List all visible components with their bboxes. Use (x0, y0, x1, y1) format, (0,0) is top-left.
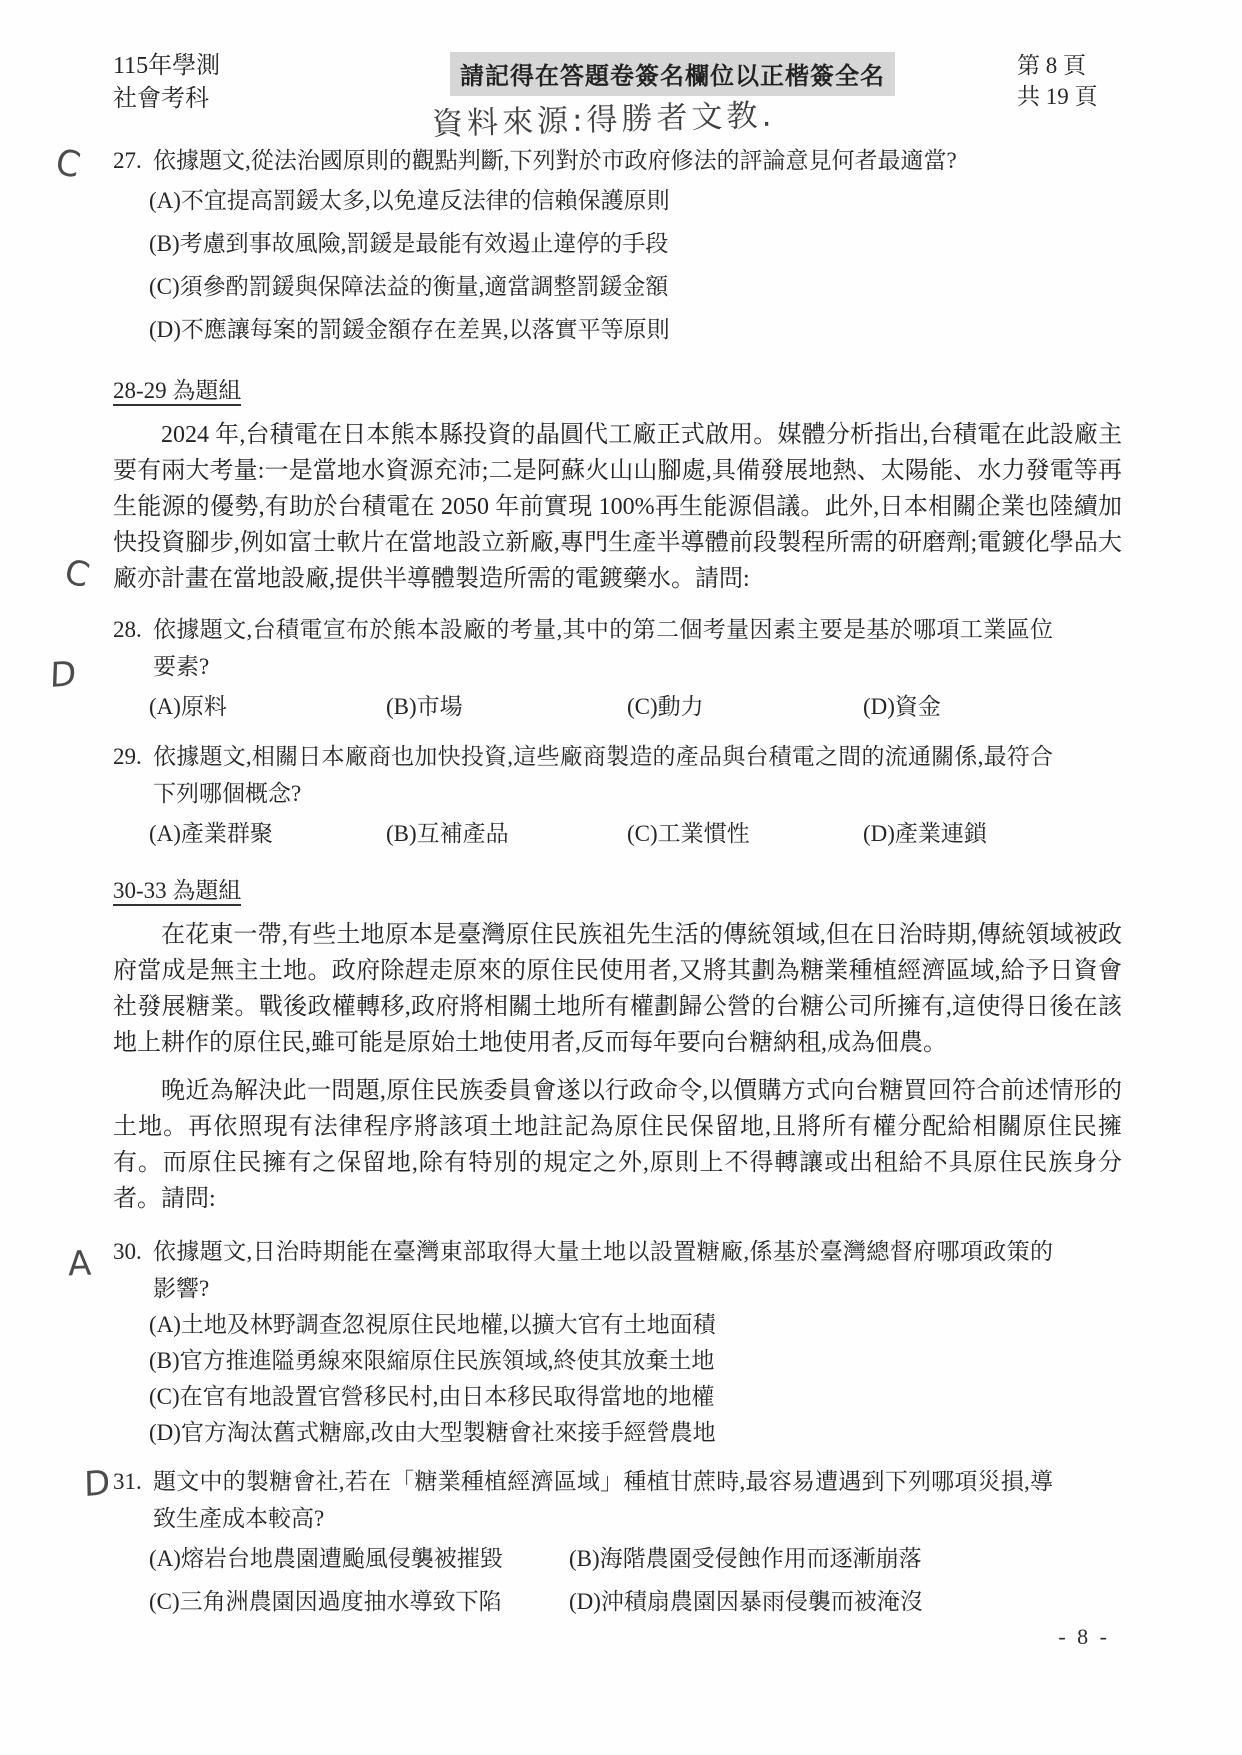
handwritten-answer-q30: A (67, 1243, 92, 1285)
option-item: (B)考慮到事故風險,罰鍰是最能有效遏止違停的手段 (149, 231, 669, 256)
option-item: (C)工業慣性 (627, 821, 750, 846)
question-number: 31. (113, 1469, 142, 1494)
question-text: 題文中的製糖會社,若在「糖業種植經濟區域」種植甘蔗時,最容易遭遇到下列哪項災損,導致生產成本較高? (153, 1469, 1053, 1531)
question-30 (113, 1233, 1122, 1451)
question-number: 30. (113, 1239, 142, 1264)
signature-notice: 請記得在答題卷簽名欄位以正楷簽全名 (450, 52, 895, 96)
group-passage-28-29: 2024 年,台積電在日本熊本縣投資的晶圓代工廠正式啟用。媒體分析指出,台積電在此設廠主要有兩大考量:一是當地水資源充沛;二是阿蘇火山山腳處,具備發展地熱、太陽能、水力發電等再生能源的優勢,有助於台積電在 2050 年前實現 100%再生能源倡議。此外,日本相關企業也陸續加快投資腳步,例如富士軟片在當地設立新廠,專門生產半導體前段製程所需的研磨劑;電鍍化學品大廠亦計畫在當地設廠,提供半導體製造所需的電鍍藥水。請問: (113, 422, 1122, 592)
total-pages-indicator: 共 19 頁 (1017, 84, 1098, 109)
option-item: (D)官方淘汰舊式糖廍,改由大型製糖會社來接手經營農地 (149, 1420, 716, 1445)
question-number: 27. (113, 148, 142, 173)
option-item: (D)不應讓每案的罰鍰金額存在差異,以落實平等原則 (149, 317, 670, 342)
question-text: 依據題文,相關日本廠商也加快投資,這些廠商製造的產品與台積電之間的流通關係,最符合下列哪個概念? (153, 744, 1053, 806)
question-number: 28. (113, 617, 142, 642)
header-left (113, 50, 328, 116)
handwritten-source-note: 資料來源:得勝者文教. (431, 97, 776, 143)
handwritten-answer-q27: C (51, 140, 84, 188)
page-number-footer: - 8 - (1058, 1624, 1110, 1649)
handwritten-answer-q28: C (60, 551, 94, 597)
option-item: (A)土地及林野調查忽視原住民地權,以擴大官有土地面積 (149, 1312, 716, 1337)
group-heading-text: 28-29 為題組 (113, 378, 241, 406)
group-passage-30-33-paragraph-2: 晚近為解決此一問題,原住民族委員會遂以行政命令,以價購方式向台糖買回符合前述情形的土地。再依照現有法律程序將該項土地註記為原住民保留地,且將所有權分配給相關原住民擁有。而原住民擁有之保留地,除有特別的規定之外,原則上不得轉讓或出租給不具原住民族身分者。請問: (113, 1078, 1122, 1212)
option-item: (A)熔岩台地農園遭颱風侵襲被摧毀 (149, 1546, 503, 1571)
question-number: 29. (113, 744, 142, 769)
options-list (113, 685, 1122, 728)
option-item: (B)市場 (386, 694, 463, 719)
question-group-heading-30-33 (113, 873, 1122, 909)
option-item: (B)官方推進隘勇線來限縮原住民族領域,終使其放棄土地 (149, 1348, 715, 1373)
options-list (113, 179, 1122, 351)
exam-subject: 社會考科 (113, 86, 209, 112)
option-item: (A)不宜提高罰鍰太多,以免違反法律的信賴保護原則 (149, 188, 670, 213)
options-list (113, 1537, 1122, 1623)
question-27 (113, 142, 1122, 351)
option-item: (C)須參酌罰鍰與保障法益的衡量,適當調整罰鍰金額 (149, 274, 669, 299)
option-item: (A)原料 (149, 694, 227, 719)
question-31 (113, 1463, 1122, 1623)
options-list (113, 812, 1122, 855)
handwritten-answer-q29: D (49, 653, 77, 697)
question-28 (113, 611, 1122, 728)
header-right (1017, 50, 1122, 112)
option-item: (C)動力 (627, 694, 704, 719)
page-indicator: 第 8 頁 (1017, 53, 1086, 78)
option-item: (A)產業群聚 (149, 821, 273, 846)
option-item: (B)海階農園受侵蝕作用而逐漸崩落 (569, 1546, 922, 1571)
option-item: (B)互補產品 (386, 821, 509, 846)
question-text: 依據題文,日治時期能在臺灣東部取得大量土地以設置糖廠,係基於臺灣總督府哪項政策的影響? (153, 1239, 1053, 1301)
exam-title: 115年學測 (113, 53, 221, 79)
option-item: (C)在官有地設置官營移民村,由日本移民取得當地的地權 (149, 1384, 715, 1409)
option-item: (D)沖積扇農園因暴雨侵襲而被淹沒 (569, 1589, 923, 1614)
option-item: (C)三角洲農園因過度抽水導致下陷 (149, 1589, 502, 1614)
group-passage-30-33-paragraph-1: 在花東一帶,有些土地原本是臺灣原住民族祖先生活的傳統領域,但在日治時期,傳統領域被政府當成是無主土地。政府除趕走原來的原住民使用者,又將其劃為糖業種植經濟區域,給予日資會社發展糖業。戰後政權轉移,政府將相關土地所有權劃歸公營的台糖公司所擁有,這使得日後在該地上耕作的原住民,雖可能是原始土地使用者,反而每年要向台糖納租,成為佃農。 (113, 922, 1122, 1056)
question-text: 依據題文,台積電宣布於熊本設廠的考量,其中的第二個考量因素主要是基於哪項工業區位要素? (153, 617, 1053, 679)
handwritten-answer-q31: D (83, 1462, 111, 1506)
question-text: 依據題文,從法治國原則的觀點判斷,下列對於市政府修法的評論意見何者最適當? (153, 148, 957, 173)
option-item: (D)產業連鎖 (863, 821, 987, 846)
header-center (328, 50, 1017, 96)
options-list (113, 1307, 1122, 1451)
option-item: (D)資金 (863, 694, 941, 719)
question-group-heading-28-29 (113, 373, 1122, 409)
question-29 (113, 738, 1122, 855)
group-heading-text: 30-33 為題組 (113, 878, 241, 906)
